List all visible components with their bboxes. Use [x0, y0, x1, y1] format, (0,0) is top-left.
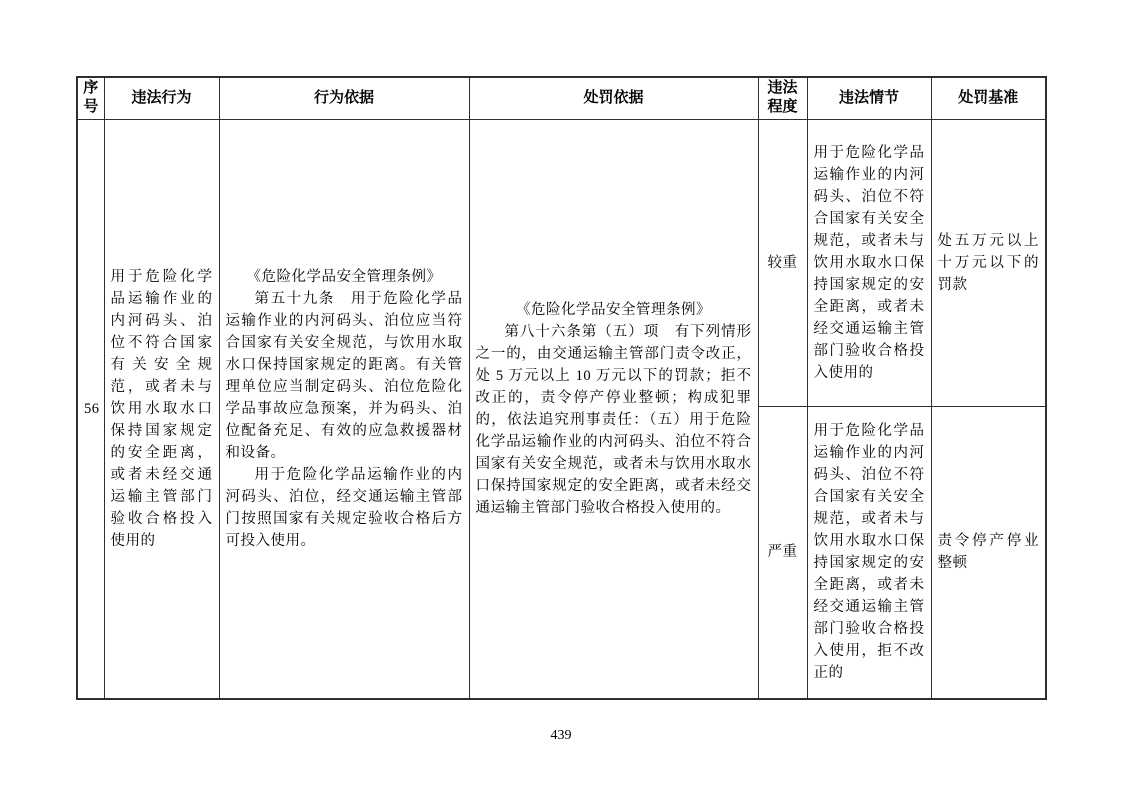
cell-degree-severe: 严重 [758, 406, 807, 699]
cell-seq: 56 [77, 119, 104, 699]
header-behavior-basis: 行为依据 [219, 77, 469, 119]
header-degree: 违法程度 [758, 77, 807, 119]
cell-penalty-standard-severe: 责令停产停业整顿 [931, 406, 1046, 699]
table-header-row [77, 77, 1046, 119]
penalty-basis-paragraph: 第八十六条第（五）项 有下列情形之一的，由交通运输主管部门责令改正，处 5 万元以上 10 万元以下的罚款；拒不改正的，责令停产停业整顿；构成犯罪的，依法追究刑事责任：（五）用于危险化学品运输作业的内河码头、泊位不符合国家有关安全规范，或者未与饮用水取水口保持国家规定的安全距离，或者未经交通运输主管部门验收合格投入使用的。 [475, 323, 752, 516]
cell-degree-moderate: 较重 [758, 119, 807, 406]
cell-penalty-standard-moderate: 处五万元以上十万元以下的罚款 [931, 119, 1046, 406]
behavior-basis-paragraph: 第五十九条 用于危险化学品运输作业的内河码头、泊位应当符合国家有关安全规范，与饮用水取水口保持国家规定的距离。有关管理单位应当制定码头、泊位危险化学品事故应急预案，并为码头、泊位配备充足、有效的应急救援器材和设备。 [225, 290, 463, 461]
cell-behavior-basis [219, 119, 469, 699]
cell-circumstance-severe: 用于危险化学品运输作业的内河码头、泊位不符合国家有关安全规范，或者未与饮用水取水口保持国家规定的安全距离，或者未经交通运输主管部门验收合格投入使用，拒不改正的 [807, 406, 931, 699]
header-penalty-standard: 处罚基准 [931, 77, 1046, 119]
penalty-rules-table [76, 76, 1047, 700]
penalty-basis-title: 《危险化学品安全管理条例》 [516, 301, 711, 318]
behavior-basis-paragraph: 用于危险化学品运输作业的内河码头、泊位，经交通运输主管部门按照国家有关规定验收合格后方可投入使用。 [225, 466, 463, 549]
header-seq: 序号 [77, 77, 104, 119]
table-row [77, 119, 1046, 406]
header-circumstance: 违法情节 [807, 77, 931, 119]
cell-circumstance-moderate: 用于危险化学品运输作业的内河码头、泊位不符合国家有关安全规范，或者未与饮用水取水口保持国家规定的安全距离，或者未经交通运输主管部门验收合格投入使用的 [807, 119, 931, 406]
cell-violation: 用于危险化学品运输作业的内河码头、泊位不符合国家有关安全规范，或者未与饮用水取水口保持国家规定的安全距离，或者未经交通运输主管部门验收合格投入使用的 [104, 119, 219, 699]
cell-penalty-basis [469, 119, 758, 699]
header-violation: 违法行为 [104, 77, 219, 119]
page-number: 439 [550, 728, 572, 743]
header-penalty-basis: 处罚依据 [469, 77, 758, 119]
behavior-basis-title: 《危险化学品安全管理条例》 [246, 268, 442, 285]
